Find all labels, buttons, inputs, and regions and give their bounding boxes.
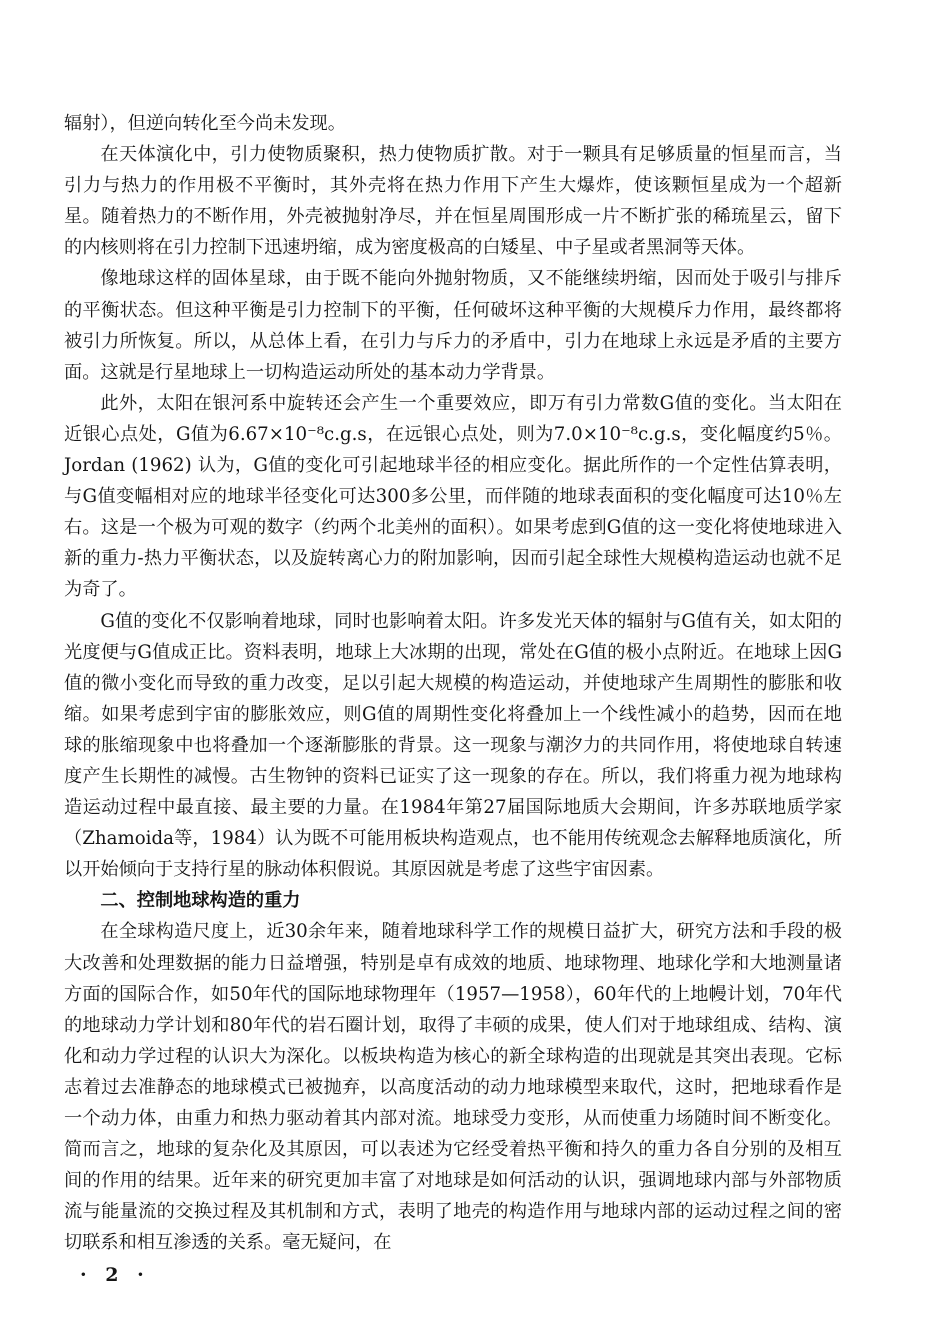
document-page bbox=[64, 108, 842, 1258]
section-heading: 二、控制地球构造的重力 bbox=[100, 890, 301, 912]
page-number: · 2 · bbox=[80, 1264, 150, 1286]
paragraph-global-tectonics: 在全球构造尺度上，近30余年来，随着地球科学工作的规模日益扩大，研究方法和手段的极大改善和处理数据的能力日益增强，特别是卓有成效的地质、地球物理、地球化学和大地测量诸方面的国际合作，如50年代的国际地球物理年（1957—1958），60年代的上地幔计划，70年代的地球动力学计划和80年代的岩石圈计划，取得了丰硕的成果，使人们对于地球组成、结构、演化和动力学过程的认识大为深化。以板块构造为核心的新全球构造的出现就是其突出表现。它标志着过去准静态的地球模式已被抛弃，以高度活动的动力地球模型来取代，这时，把地球看作是一个动力体，由重力和热力驱动着其内部对流。地球受力变形，从而使重力场随时间不断变化。简而言之，地球的复杂化及其原因，可以表述为它经受着热平衡和持久的重力各自分别的及相互间的作用的结果。近年来的研究更加丰富了对地球是如何活动的认识，强调地球内部与外部物质流与能量流的交换过程及其机制和方式，表明了地壳的构造作用与地球内部的运动过程之间的密切联系和相互渗透的关系。毫无疑问，在 bbox=[64, 921, 842, 1254]
paragraph-stellar-evolution: 在天体演化中，引力使物质聚积，热力使物质扩散。对于一颗具有足够质量的恒星而言，当引力与热力的作用极不平衡时，其外壳将在热力作用下产生大爆炸，使该颗恒星成为一个超新星。随着热力的不断作用，外壳被抛射净尽，并在恒星周围形成一片不断扩张的稀琉星云，留下的内核则将在引力控制下迅速坍缩，成为密度极高的白矮星、中子星或者黑洞等天体。 bbox=[64, 144, 842, 259]
paragraph-g-value-effects: G值的变化不仅影响着地球，同时也影响着太阳。许多发光天体的辐射与G值有关，如太阳的光度便与G值成正比。资料表明，地球上大冰期的出现，常处在G值的极小点附近。在地球上因G值的微小变化而导致的重力改变，足以引起大规模的构造运动，并使地球产生周期性的膨胀和收缩。如果考虑到宇宙的膨胀效应，则G值的周期性变化将叠加上一个线性减小的趋势，因而在地球的胀缩现象中也将叠加一个逐渐膨胀的背景。这一现象与潮汐力的共同作用，将使地球自转速度产生长期性的减慢。古生物钟的资料已证实了这一现象的存在。所以，我们将重力视为地球构造运动过程中最直接、最主要的力量。在1984年第27届国际地质大会期间，许多苏联地质学家（Zhamoida等，1984）认为既不可能用板块构造观点，也不能用传统观念去解释地质演化，所以开始倾向于支持行星的脉动体积假说。其原因就是考虑了这些宇宙因素。 bbox=[64, 610, 842, 881]
paragraph-solid-planet-balance: 像地球这样的固体星球，由于既不能向外抛射物质，又不能继续坍缩，因而处于吸引与排斥的平衡状态。但这种平衡是引力控制下的平衡，任何破坏这种平衡的大规模斥力作用，最终都将被引力所恢复。所以，从总体上看，在引力与斥力的矛盾中，引力在地球上永远是矛盾的主要方面。这就是行星地球上一切构造运动所处的基本动力学背景。 bbox=[64, 268, 842, 383]
paragraph-gravitational-constant: 此外，太阳在银河系中旋转还会产生一个重要效应，即万有引力常数G值的变化。当太阳在近银心点处，G值为6.67×10⁻⁸c.g.s，在远银心点处，则为7.0×10⁻⁸c.g.s，变化幅度约5％。Jordan (1962) 认为，G值的变化可引起地球半径的相应变化。据此所作的一个定性估算表明，与G值变幅相对应的地球半径变化可达300多公里，而伴随的地球表面积的变化幅度可达10％左右。这是一个极为可观的数字（约两个北美州的面积）。如果考虑到G值的这一变化将使地球进入新的重力-热力平衡状态，以及旋转离心力的附加影响，因而引起全球性大规模构造运动也就不足为奇了。 bbox=[64, 392, 842, 601]
paragraph-continued: 辐射），但逆向转化至今尚未发现。 bbox=[64, 113, 346, 134]
